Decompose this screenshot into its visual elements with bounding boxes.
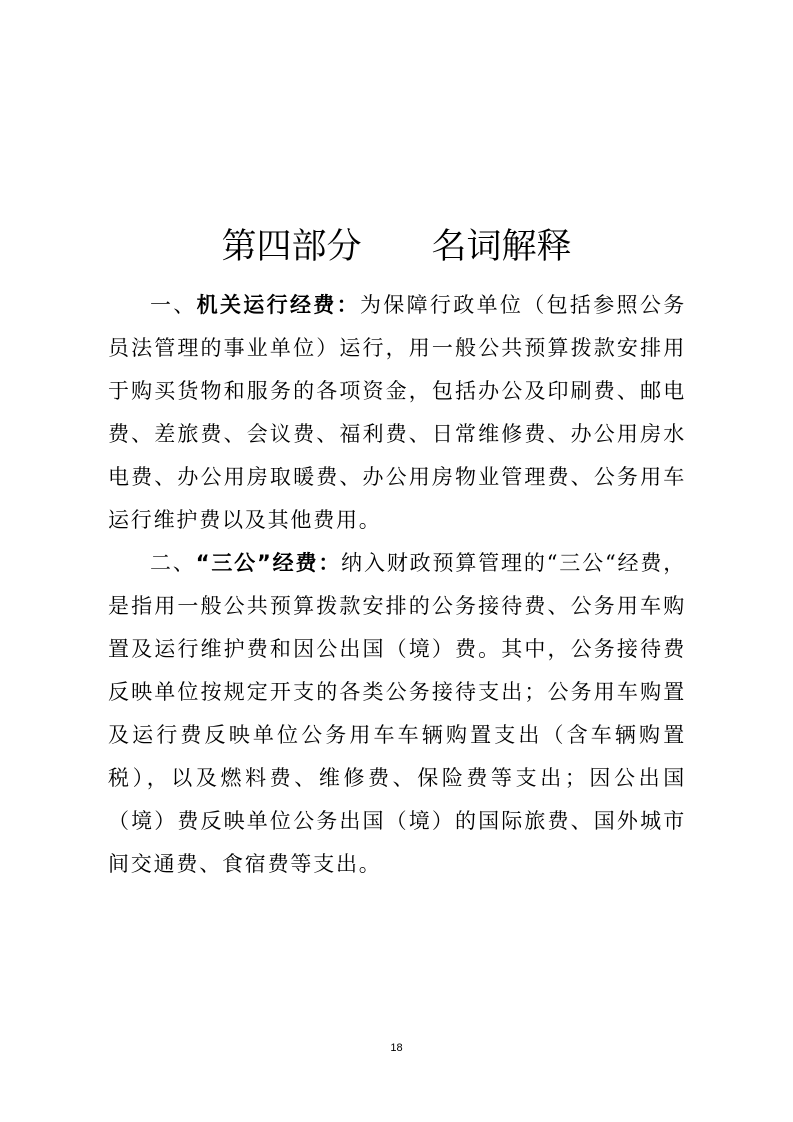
paragraph-three-public-expenses [108, 542, 686, 886]
paragraph-admin-operating-expenses [108, 284, 686, 542]
term-heading: 机关运行经费： [196, 293, 360, 317]
page-number: 18 [390, 1042, 403, 1054]
term-definition: 为保障行政单位（包括参照公务员法管理的事业单位）运行，用一般公共预算拨款安排用于购买货物和服务的各项资金，包括办公及印刷费、邮电费、差旅费、会议费、福利费、日常维修费、办公用房水电费、办公用房取暖费、办公用房物业管理费、公务用车运行维护费以及其他费用。 [108, 293, 686, 532]
term-definition: 纳入财政预算管理的“三公“经费，是指用一般公共预算拨款安排的公务接待费、公务用车购置及运行维护费和因公出国（境）费。其中，公务接待费反映单位按规定开支的各类公务接待支出；公务用车购置及运行费反映单位公务用车车辆购置支出（含车辆购置税），以及燃料费、维修费、保险费等支出；因公出国（境）费反映单位公务出国（境）的国际旅费、国外城市间交通费、食宿费等支出。 [108, 551, 686, 876]
paragraph-number: 二、 [150, 551, 196, 575]
paragraph-number: 一、 [150, 293, 197, 317]
page-title: 第四部分 名词解释 [221, 227, 572, 267]
term-heading: “三公”经费： [195, 551, 342, 575]
document-body [108, 284, 686, 886]
